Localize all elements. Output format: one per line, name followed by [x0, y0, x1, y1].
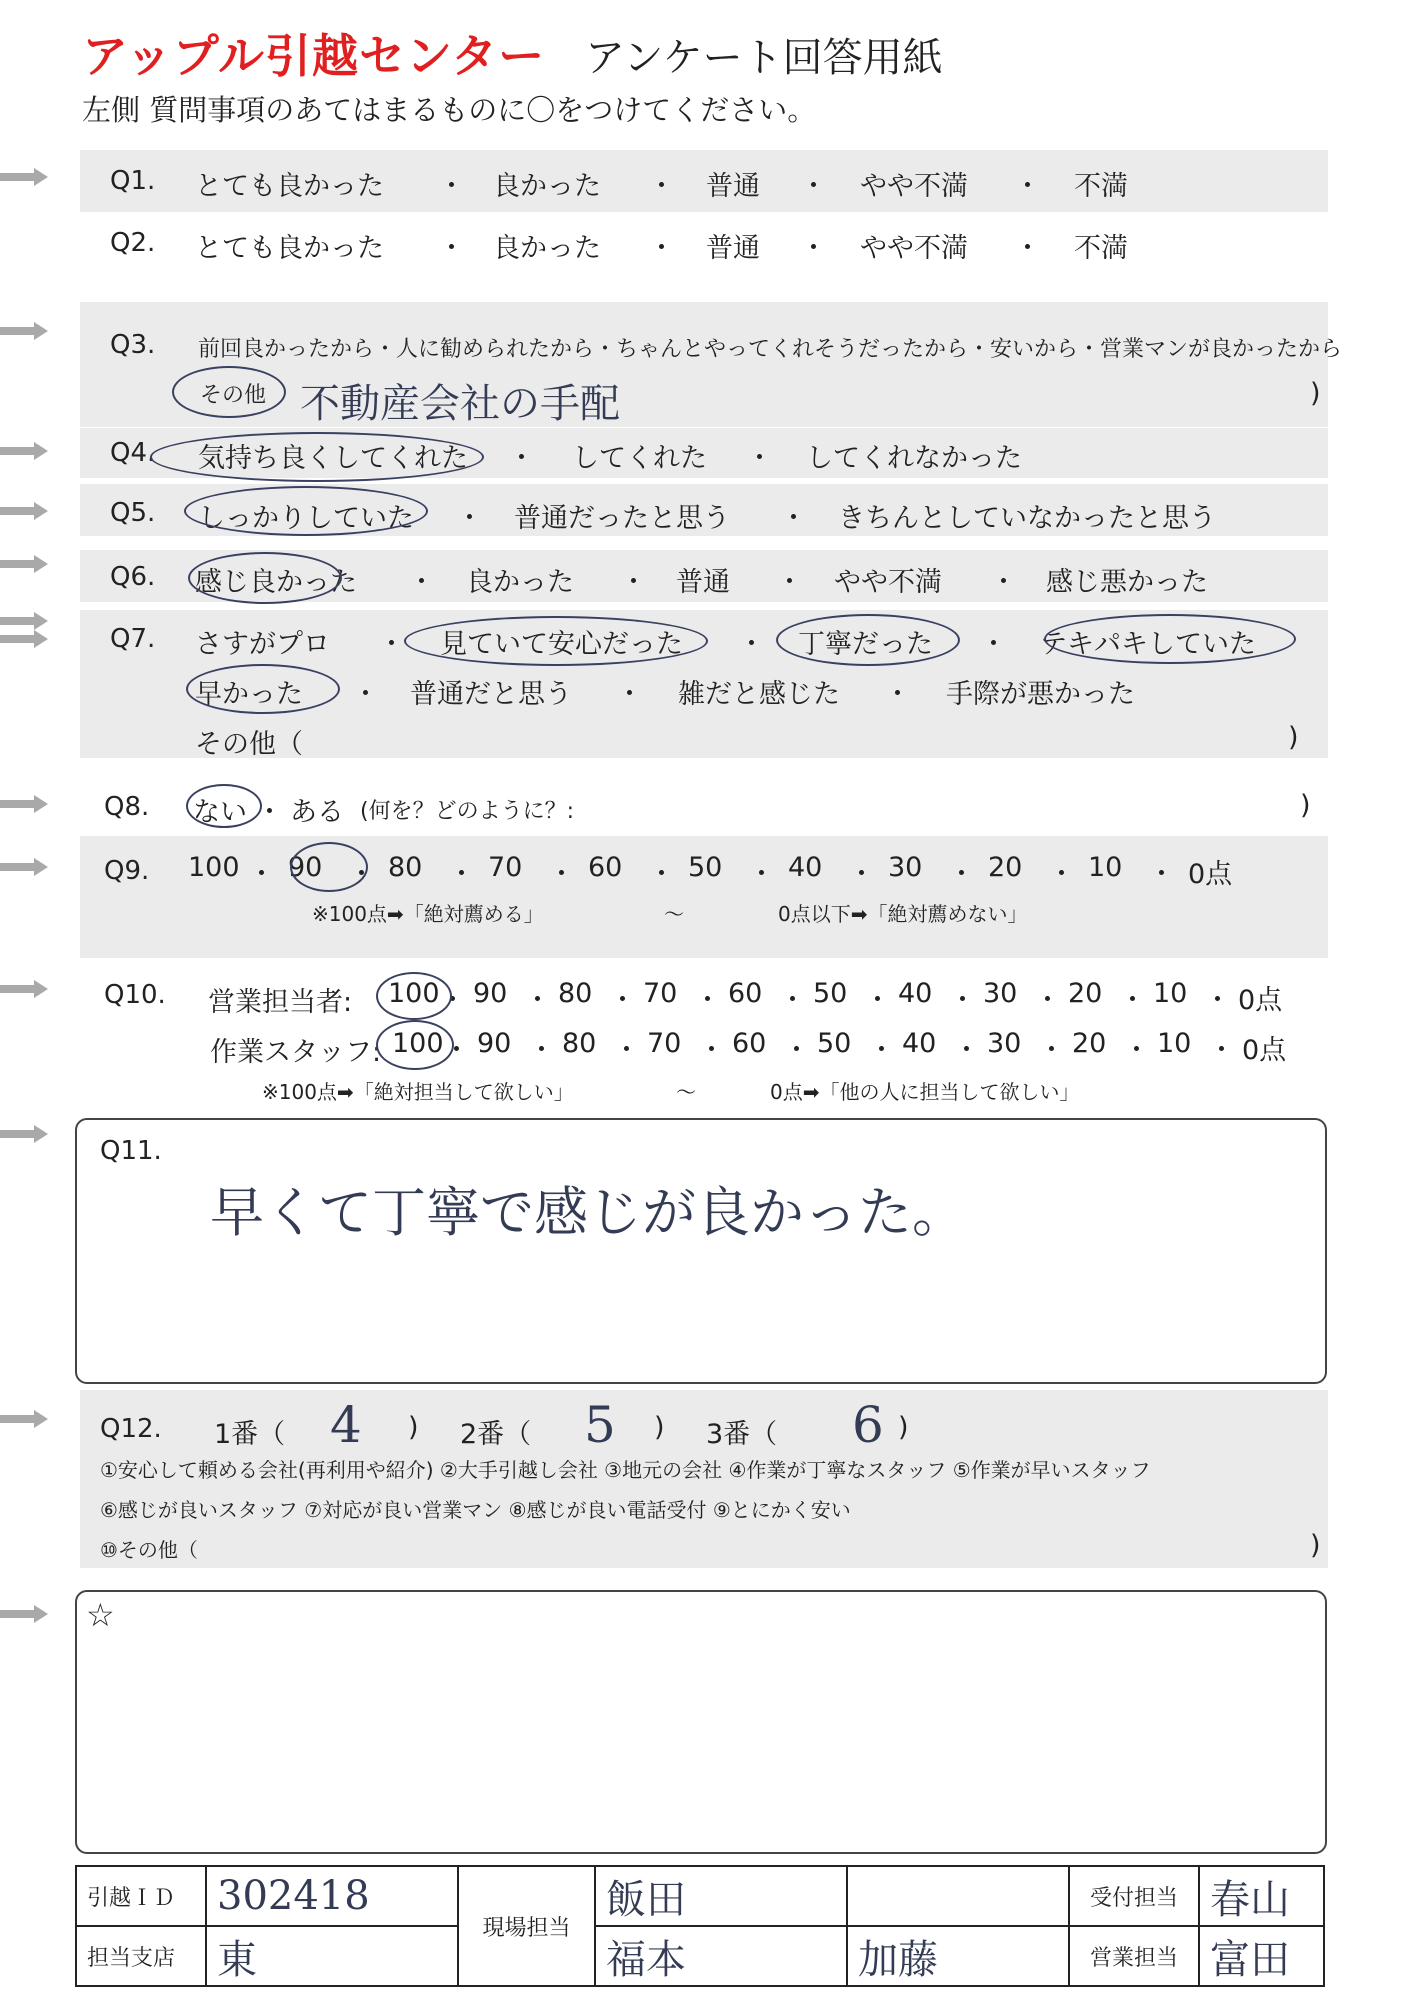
separator-dot: ・: [779, 985, 806, 1016]
separator-dot: ・: [352, 679, 379, 710]
separator-dot: ・: [1038, 1035, 1065, 1066]
q2-option-1[interactable]: とても良かった: [195, 233, 384, 264]
scale-option[interactable]: 100: [392, 1028, 444, 1059]
q9-note-left: ※100点➡「絶対薦める」: [312, 902, 544, 926]
separator-dot: ・: [868, 1035, 895, 1066]
q12-rank1-label: 1番（: [214, 1419, 286, 1450]
q6-option-1[interactable]: 感じ良かった: [195, 567, 357, 598]
separator-dot: ・: [1014, 171, 1041, 202]
separator-dot: ・: [1014, 233, 1041, 264]
separator-dot: ・: [548, 859, 575, 890]
q7-option-5[interactable]: 早かった: [195, 679, 303, 710]
scale-option[interactable]: 50: [688, 852, 723, 883]
scale-option[interactable]: 30: [888, 852, 923, 883]
separator-dot: ・: [448, 859, 475, 890]
separator-dot: ・: [990, 567, 1017, 598]
margin-arrow-icon: [0, 630, 52, 648]
q7-option-1[interactable]: さすがプロ: [195, 629, 330, 660]
separator-dot: ・: [456, 503, 483, 534]
q6-option-3[interactable]: 普通: [676, 567, 730, 598]
q3-label: Q3.: [110, 330, 156, 360]
q3-close: ): [1310, 378, 1321, 409]
q8-close: ): [1300, 790, 1311, 821]
separator-dot: ・: [1148, 859, 1175, 890]
reception-label: 受付担当: [1069, 1866, 1199, 1926]
answer-circle: [290, 842, 368, 892]
separator-dot: ・: [783, 1035, 810, 1066]
separator-dot: ・: [528, 1035, 555, 1066]
q10-note-left: ※100点➡「絶対担当して欲しい」: [262, 1080, 574, 1104]
scale-option[interactable]: 20: [988, 852, 1023, 883]
footer-table: [75, 1865, 1325, 1987]
q10-staff-label: 作業スタッフ:: [210, 1037, 382, 1068]
separator-dot: ・: [438, 233, 465, 264]
q7-other-label[interactable]: その他（: [195, 729, 303, 760]
separator-dot: ・: [648, 859, 675, 890]
separator-dot: ・: [620, 567, 647, 598]
q3-other-label[interactable]: その他: [200, 383, 267, 408]
sales-value: 富田: [1199, 1926, 1324, 1986]
q12-rank3[interactable]: 6: [852, 1396, 884, 1454]
margin-arrow-icon: [0, 1410, 52, 1428]
q9-label: Q9.: [104, 856, 150, 886]
scale-option[interactable]: 40: [898, 978, 933, 1009]
q11-answer-box[interactable]: [75, 1118, 1327, 1384]
company-name: アップル引越センター: [82, 29, 546, 83]
separator-dot: ・: [738, 629, 765, 660]
move-id-label: 引越ＩＤ: [76, 1866, 206, 1926]
q7-option-3[interactable]: 丁寧だった: [798, 629, 933, 660]
scale-option[interactable]: 10: [1088, 852, 1123, 883]
q5-label: Q5.: [110, 498, 156, 528]
separator-dot: ・: [800, 171, 827, 202]
q6-option-2[interactable]: 良かった: [466, 567, 574, 598]
separator-dot: ・: [378, 629, 405, 660]
site-staff-2: 福本: [595, 1926, 847, 1986]
answer-circle: [150, 432, 484, 482]
answer-circle: [376, 972, 452, 1020]
scale-option[interactable]: 30: [987, 1028, 1022, 1059]
q10-label: Q10.: [104, 980, 166, 1010]
reception-value: 春山: [1199, 1866, 1324, 1926]
scale-option[interactable]: 60: [732, 1028, 767, 1059]
q12-rank2[interactable]: 5: [584, 1396, 616, 1454]
scale-option[interactable]: 80: [558, 978, 593, 1009]
move-id-value: 302418: [206, 1866, 458, 1926]
site-staff-extra-cell: [847, 1866, 1069, 1926]
margin-arrow-icon: [0, 1125, 52, 1143]
separator-dot: ・: [1123, 1035, 1150, 1066]
q7-option-4[interactable]: テキパキしていた: [1040, 629, 1256, 660]
separator-dot: ・: [746, 443, 773, 474]
separator-dot: ・: [443, 1035, 470, 1066]
scale-option[interactable]: 10: [1153, 978, 1188, 1009]
q12-label: Q12.: [100, 1414, 162, 1444]
margin-arrow-icon: [0, 795, 52, 813]
q2-option-3[interactable]: 普通: [706, 233, 760, 264]
q3-other-answer: 不動産会社の手配: [300, 381, 620, 427]
margin-arrow-icon: [0, 168, 52, 186]
q9-tilde: ～: [664, 902, 684, 926]
separator-dot: ・: [616, 679, 643, 710]
scale-option[interactable]: 0点: [1238, 985, 1283, 1016]
q9-note-right: 0点以下➡「絶対薦めない」: [778, 902, 1028, 926]
scale-option[interactable]: 70: [643, 978, 678, 1009]
separator-dot: ・: [698, 1035, 725, 1066]
q6-label: Q6.: [110, 562, 156, 592]
q11-label: Q11.: [100, 1136, 162, 1166]
separator-dot: ・: [613, 1035, 640, 1066]
margin-arrow-icon: [0, 502, 52, 520]
q2-option-2[interactable]: 良かった: [493, 233, 601, 264]
scale-option[interactable]: 40: [788, 852, 823, 883]
separator-dot: ・: [953, 1035, 980, 1066]
q5-option-2[interactable]: 普通だったと思う: [514, 503, 730, 534]
site-staff-1: 飯田: [595, 1866, 847, 1926]
scale-option[interactable]: 100: [388, 978, 440, 1009]
q8-option-none[interactable]: ない: [193, 797, 247, 828]
q2-option-5[interactable]: 不満: [1074, 233, 1128, 264]
separator-dot: ・: [524, 985, 551, 1016]
site-staff-3: 加藤: [847, 1926, 1069, 1986]
margin-arrow-icon: [0, 442, 52, 460]
q11-answer: 早くて丁寧で感じが良かった。: [210, 1181, 966, 1244]
scale-option[interactable]: 30: [983, 978, 1018, 1009]
q2-option-4[interactable]: やや不満: [860, 233, 968, 264]
scale-option[interactable]: 20: [1072, 1028, 1107, 1059]
separator-dot: ・: [508, 443, 535, 474]
scale-option[interactable]: 0点: [1242, 1035, 1287, 1066]
separator-dot: ・: [348, 859, 375, 890]
margin-arrow-icon: [0, 1605, 52, 1623]
separator-dot: ・: [248, 859, 275, 890]
scale-option[interactable]: 40: [902, 1028, 937, 1059]
q1-option-1[interactable]: とても良かった: [195, 171, 384, 202]
scale-option[interactable]: 60: [728, 978, 763, 1009]
q8-label: Q8.: [104, 792, 150, 822]
margin-arrow-icon: [0, 612, 52, 630]
q12-rank1[interactable]: 4: [330, 1396, 362, 1454]
q1-option-5[interactable]: 不満: [1074, 171, 1128, 202]
q10-tilde: ～: [676, 1080, 696, 1104]
separator-dot: ・: [438, 171, 465, 202]
scale-option[interactable]: 20: [1068, 978, 1103, 1009]
q5-option-1[interactable]: しっかりしていた: [198, 503, 414, 534]
separator-dot: ・: [948, 859, 975, 890]
separator-dot: ・: [748, 859, 775, 890]
q6-option-5[interactable]: 感じ悪かった: [1046, 567, 1208, 598]
star-icon: ☆: [86, 1596, 115, 1634]
answer-circle: [376, 1020, 454, 1070]
q12-choices-row3: ⑩その他（: [100, 1538, 198, 1562]
form-title: アンケート回答用紙: [585, 35, 943, 81]
scale-option[interactable]: 90: [477, 1028, 512, 1059]
scale-option[interactable]: 90: [473, 978, 508, 1009]
answer-circle: [184, 486, 428, 536]
q1-option-2[interactable]: 良かった: [493, 171, 601, 202]
margin-arrow-icon: [0, 980, 52, 998]
q12-rank1-close: ): [408, 1412, 419, 1443]
answer-circle: [186, 784, 262, 828]
separator-dot: ・: [848, 859, 875, 890]
q1-option-4[interactable]: やや不満: [860, 171, 968, 202]
q7-option-2[interactable]: 見ていて安心だった: [440, 629, 683, 660]
scale-option[interactable]: 90: [288, 852, 323, 883]
separator-dot: ・: [1119, 985, 1146, 1016]
margin-arrow-icon: [0, 322, 52, 340]
scale-option[interactable]: 80: [562, 1028, 597, 1059]
q4-label: Q4.: [110, 438, 156, 468]
q1-label: Q1.: [110, 166, 156, 196]
separator-dot: ・: [648, 233, 675, 264]
q7-label: Q7.: [110, 624, 156, 654]
separator-dot: ・: [1208, 1035, 1235, 1066]
comment-box[interactable]: [75, 1590, 1327, 1854]
q12-rank3-close: ): [898, 1412, 909, 1443]
separator-dot: ・: [884, 679, 911, 710]
q12-rank2-close: ): [654, 1412, 665, 1443]
branch-label: 担当支店: [76, 1926, 206, 1986]
separator-dot: ・: [780, 503, 807, 534]
q1-option-3[interactable]: 普通: [706, 171, 760, 202]
q3-options[interactable]: 前回良かったから・人に勧められたから・ちゃんとやってくれそうだったから・安いから・営業マンが良かったから: [198, 337, 1343, 362]
separator-dot: ・: [800, 233, 827, 264]
scale-option[interactable]: 100: [188, 852, 240, 883]
scale-option[interactable]: 70: [488, 852, 523, 883]
q10-sales-scale: [388, 978, 1318, 1018]
answer-circle: [172, 366, 286, 418]
scale-option[interactable]: 50: [813, 978, 848, 1009]
separator-dot: ・: [1048, 859, 1075, 890]
scale-option[interactable]: 60: [588, 852, 623, 883]
q4-option-2[interactable]: してくれた: [572, 443, 707, 474]
separator-dot: ・: [648, 171, 675, 202]
q8-option-some[interactable]: ある: [290, 797, 344, 828]
q8-detail: (何を？どのように？:: [360, 799, 574, 824]
separator-dot: ・: [980, 629, 1007, 660]
margin-arrow-icon: [0, 858, 52, 876]
q10-note-right: 0点➡「他の人に担当して欲しい」: [770, 1080, 1080, 1104]
scale-option[interactable]: 50: [817, 1028, 852, 1059]
separator-dot: ・: [609, 985, 636, 1016]
scale-option[interactable]: 70: [647, 1028, 682, 1059]
q5-option-3[interactable]: きちんとしていなかったと思う: [838, 503, 1216, 534]
margin-arrow-icon: [0, 555, 52, 573]
q7-option-6[interactable]: 普通だと思う: [410, 679, 572, 710]
separator-dot: ・: [694, 985, 721, 1016]
separator-dot: ・: [1204, 985, 1231, 1016]
q12-choices-row2: ⑥感じが良いスタッフ ⑦対応が良い営業マン ⑧感じが良い電話受付 ⑨とにかく安い: [100, 1498, 851, 1522]
sales-label: 営業担当: [1069, 1926, 1199, 1986]
branch-value: 東: [206, 1926, 458, 1986]
site-staff-label: 現場担当: [458, 1866, 595, 1986]
q10-sales-label: 営業担当者:: [208, 987, 353, 1018]
answer-circle: [404, 616, 708, 666]
separator-dot: ・: [864, 985, 891, 1016]
q12-other-close: ): [1310, 1530, 1321, 1561]
q2-label: Q2.: [110, 228, 156, 258]
q7-close: ): [1288, 722, 1299, 753]
q6-option-4[interactable]: やや不満: [834, 567, 942, 598]
separator-dot: ・: [776, 567, 803, 598]
q7-option-7[interactable]: 雑だと感じた: [678, 679, 840, 710]
separator-dot: ・: [439, 985, 466, 1016]
q10-staff-scale: [392, 1028, 1322, 1068]
scale-option[interactable]: 0点: [1188, 859, 1233, 890]
answer-circle: [186, 664, 340, 714]
separator-dot: ・: [1034, 985, 1061, 1016]
separator-dot: ・: [408, 567, 435, 598]
answer-circle: [188, 552, 342, 604]
answer-circle: [776, 614, 960, 666]
q4-option-1[interactable]: 気持ち良くしてくれた: [198, 443, 468, 474]
q12-rank2-label: 2番（: [460, 1419, 532, 1450]
q7-option-8[interactable]: 手際が悪かった: [946, 679, 1135, 710]
q4-option-3[interactable]: してくれなかった: [806, 443, 1022, 474]
separator-dot: ・: [949, 985, 976, 1016]
separator-dot: ・: [256, 797, 283, 828]
scale-option[interactable]: 10: [1157, 1028, 1192, 1059]
q12-choices-row1: ①安心して頼める会社(再利用や紹介) ②大手引越し会社 ③地元の会社 ④作業が丁寧なスタッフ ⑤作業が早いスタッフ: [100, 1458, 1151, 1482]
answer-circle: [1044, 614, 1296, 664]
q12-rank3-label: 3番（: [706, 1419, 778, 1450]
instruction-text: 左側 質問事項のあてはまるものに〇をつけてください。: [82, 93, 817, 127]
scale-option[interactable]: 80: [388, 852, 423, 883]
